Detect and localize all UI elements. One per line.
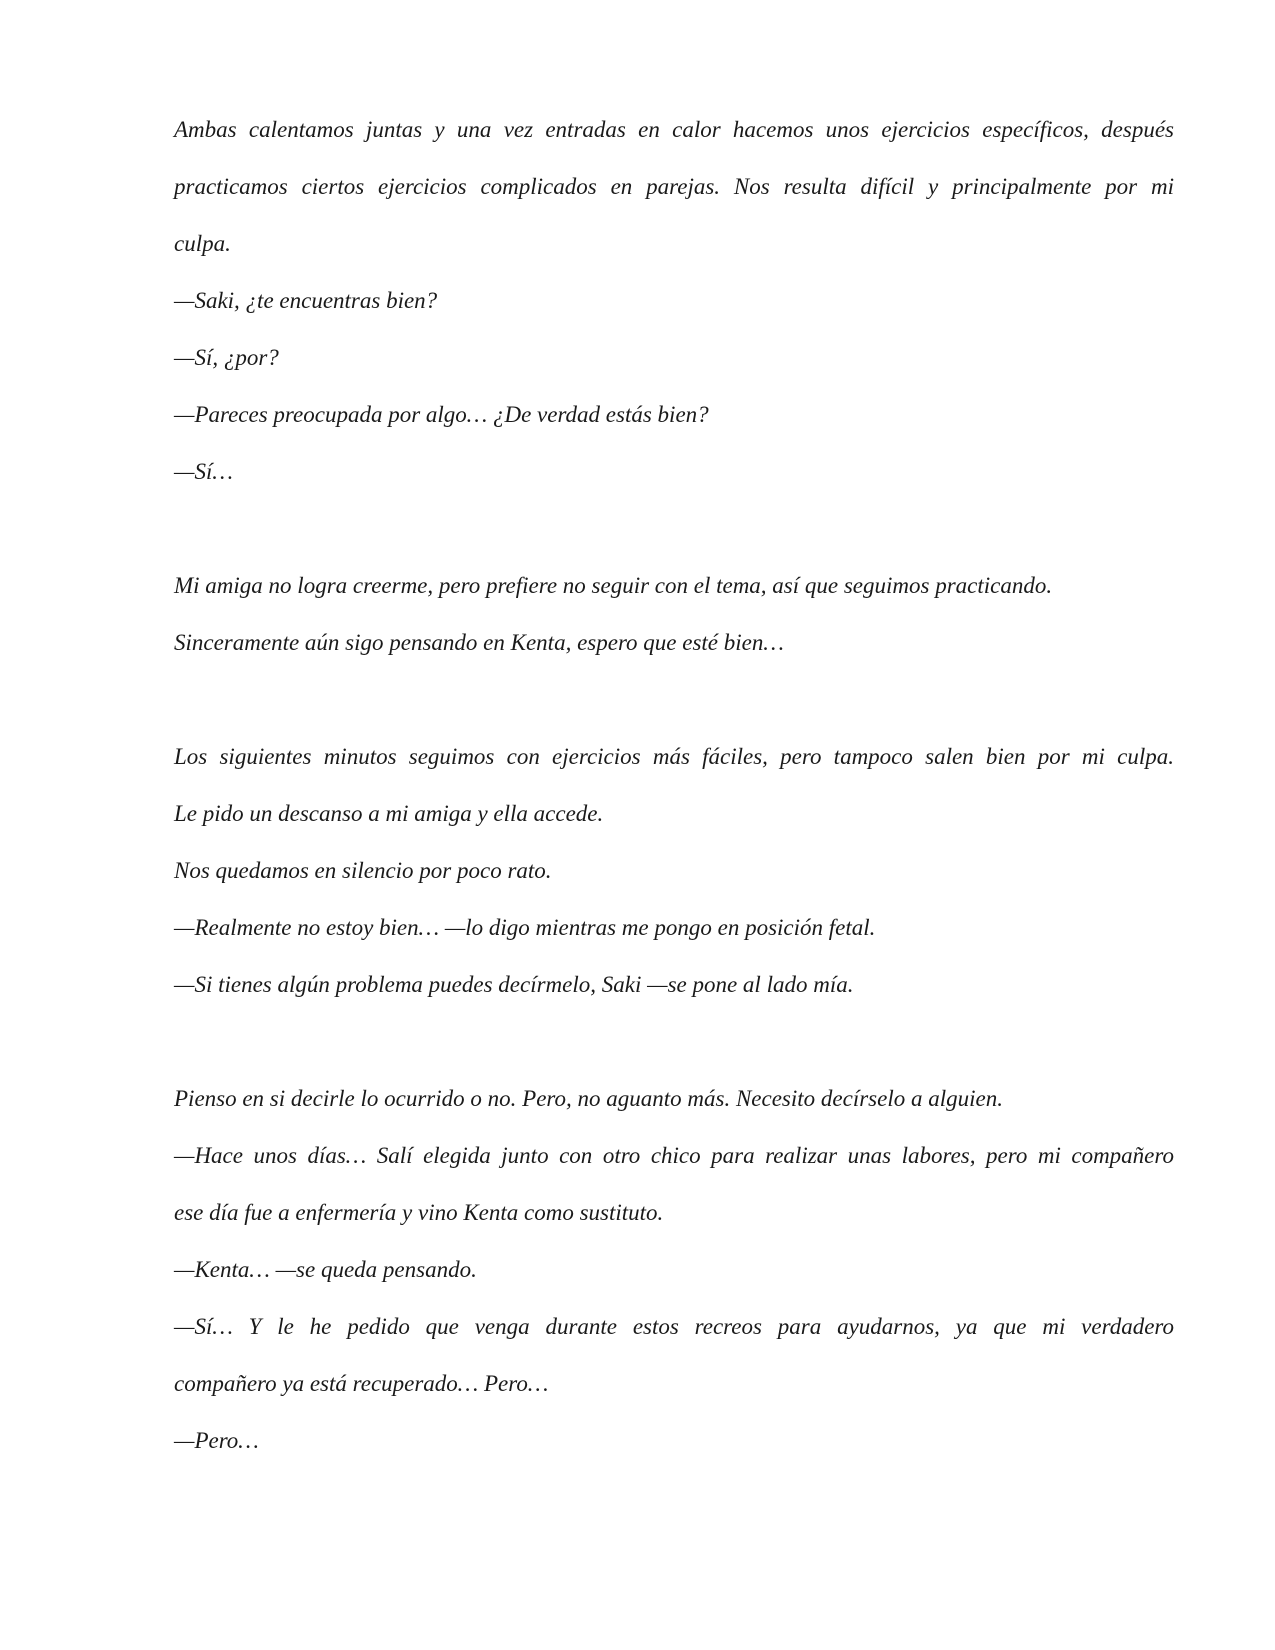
document-page <box>174 101 1174 1469</box>
text-line: Le pido un descanso a mi amiga y ella accede. <box>174 801 604 826</box>
dialogue-line: —Pero… <box>174 1428 259 1453</box>
dialogue-line: —Si tienes algún problema puedes decírmelo, Saki —se pone al lado mía. <box>174 972 854 997</box>
dialogue-line: —Sí, ¿por? <box>174 345 279 370</box>
text-line: Nos quedamos en silencio por poco rato. <box>174 858 552 883</box>
paragraph-warmup <box>174 101 1174 500</box>
dialogue-line: —Sí… Y le he pedido que venga durante estos recreos para ayudarnos, ya que mi verdadero <box>174 1314 1174 1339</box>
paragraph-gap <box>174 671 1174 728</box>
dialogue-line: —Hace unos días… Salí elegida junto con otro chico para realizar unas labores, pero mi compañero <box>174 1143 1174 1168</box>
dialogue-line: compañero ya está recuperado… Pero… <box>174 1371 549 1396</box>
paragraph-friend <box>174 557 1174 671</box>
text-line: Pienso en si decirle lo ocurrido o no. Pero, no aguanto más. Necesito decírselo a alguien. <box>174 1086 1003 1111</box>
paragraph-rest <box>174 728 1174 1013</box>
text-line: Sinceramente aún sigo pensando en Kenta, espero que esté bien… <box>174 630 784 655</box>
text-line: culpa. <box>174 231 231 256</box>
text-line: Mi amiga no logra creerme, pero prefiere no seguir con el tema, así que seguimos practicando. <box>174 573 1053 598</box>
paragraph-confession <box>174 1070 1174 1469</box>
paragraph-gap <box>174 500 1174 557</box>
text-line: Ambas calentamos juntas y una vez entradas en calor hacemos unos ejercicios específicos, después <box>174 117 1174 142</box>
dialogue-line: —Sí… <box>174 459 233 484</box>
dialogue-line: —Saki, ¿te encuentras bien? <box>174 288 438 313</box>
dialogue-line: —Kenta… —se queda pensando. <box>174 1257 477 1282</box>
dialogue-line: —Pareces preocupada por algo… ¿De verdad estás bien? <box>174 402 709 427</box>
text-line: practicamos ciertos ejercicios complicados en parejas. Nos resulta difícil y principalmente por mi <box>174 174 1174 199</box>
paragraph-gap <box>174 1013 1174 1070</box>
dialogue-line: ese día fue a enfermería y vino Kenta como sustituto. <box>174 1200 664 1225</box>
text-line: Los siguientes minutos seguimos con ejercicios más fáciles, pero tampoco salen bien por mi culpa. <box>174 744 1174 769</box>
dialogue-line: —Realmente no estoy bien… —lo digo mientras me pongo en posición fetal. <box>174 915 876 940</box>
